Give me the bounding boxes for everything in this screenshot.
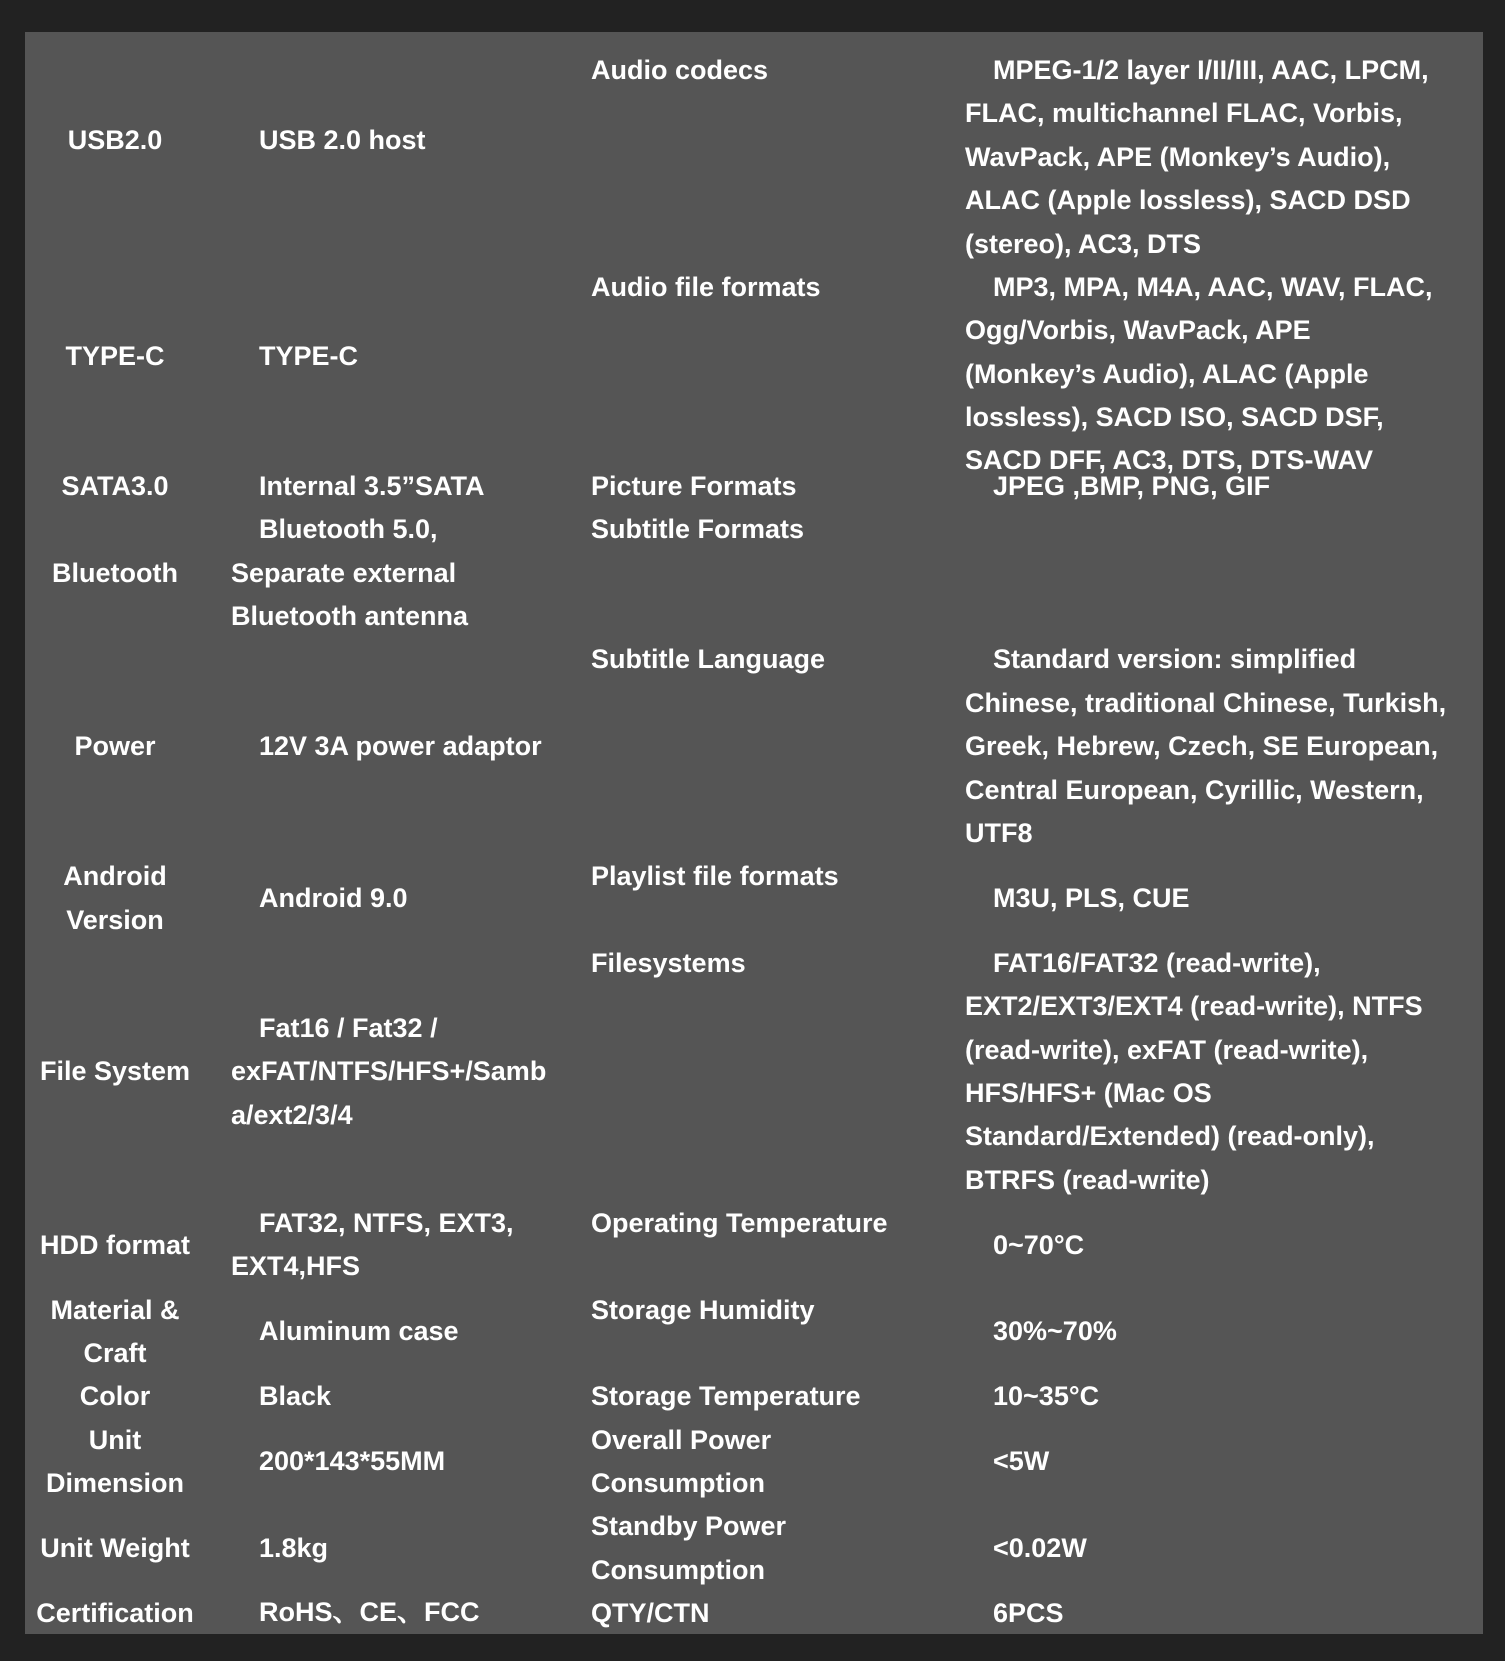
spec-value-audio-formats-line3: (Monkey’s Audio), ALAC (Apple [965, 359, 1369, 389]
spec-value-dimension: 200*143*55MM [259, 1446, 446, 1476]
spec-label-overall-power-line2: Consumption [591, 1468, 765, 1498]
spec-value-filesystem-line3: a/ext2/3/4 [231, 1100, 353, 1130]
spec-label-subtitle-language: Subtitle Language [591, 644, 826, 674]
spec-value-power: 12V 3A power adaptor [259, 731, 542, 761]
spec-label-playlist: Playlist file formats [591, 861, 839, 891]
spec-label-operating-temperature: Operating Temperature [591, 1208, 888, 1238]
spec-value-audio-formats-line2: Ogg/Vorbis, WavPack, APE [965, 315, 1311, 345]
spec-label-weight: Unit Weight [40, 1533, 190, 1563]
spec-label-standby-power-line1: Standby Power [591, 1511, 787, 1541]
spec-value-typec: TYPE-C [259, 341, 359, 371]
spec-value-sata: Internal 3.5”SATA [259, 471, 485, 501]
spec-label-storage-temperature: Storage Temperature [591, 1381, 861, 1411]
spec-value-overall-power: <5W [993, 1446, 1050, 1476]
spec-label-overall-power-line1: Overall Power [591, 1425, 772, 1455]
spec-value-android: Android 9.0 [259, 883, 408, 913]
spec-value-qty: 6PCS [993, 1598, 1064, 1628]
spec-value-audio-codecs-line3: WavPack, APE (Monkey’s Audio), [965, 142, 1391, 172]
spec-value-subtitle-language-line2: Chinese, traditional Chinese, Turkish, [965, 688, 1447, 718]
spec-value-audio-formats-line1: MP3, MPA, M4A, AAC, WAV, FLAC, [993, 272, 1433, 302]
spec-value-bluetooth-line3: Bluetooth antenna [231, 601, 468, 631]
spec-value-subtitle-language-line5: UTF8 [965, 818, 1033, 848]
spec-value-audio-codecs-line4: ALAC (Apple lossless), SACD DSD [965, 185, 1411, 215]
spec-value-audio-formats-line4: lossless), SACD ISO, SACD DSF, [965, 402, 1384, 432]
spec-value-usb: USB 2.0 host [259, 125, 426, 155]
spec-value-audio-codecs-line5: (stereo), AC3, DTS [965, 229, 1202, 259]
spec-label-android-line1: Android [63, 861, 167, 891]
spec-value-audio-codecs-line2: FLAC, multichannel FLAC, Vorbis, [965, 98, 1403, 128]
spec-value-hdd-line2: EXT4,HFS [231, 1251, 361, 1281]
spec-label-audio-codecs: Audio codecs [591, 55, 769, 85]
spec-value-subtitle-language-line1: Standard version: simplified [993, 644, 1357, 674]
spec-value-storage-humidity: 30%~70% [993, 1316, 1117, 1346]
spec-label-picture-formats: Picture Formats [591, 471, 797, 501]
spec-label-certification: Certification [36, 1598, 194, 1628]
spec-label-material-line2: Craft [83, 1338, 147, 1368]
spec-value-certification: RoHS、CE、FCC [259, 1597, 480, 1627]
spec-label-filesystem: File System [39, 1056, 191, 1086]
spec-value-picture-formats: JPEG ,BMP, PNG, GIF [993, 471, 1271, 501]
spec-label-material-line1: Material & [50, 1295, 180, 1325]
spec-label-power: Power [74, 731, 156, 761]
spec-value-color: Black [259, 1381, 332, 1411]
spec-value-filesystems-line3: (read-write), exFAT (read-write), [965, 1035, 1369, 1065]
spec-value-operating-temperature: 0~70°C [993, 1230, 1085, 1260]
spec-value-bluetooth-line1: Bluetooth 5.0, [259, 514, 438, 544]
spec-label-filesystems: Filesystems [591, 948, 746, 978]
spec-value-filesystem-line1: Fat16 / Fat32 / [259, 1013, 438, 1043]
spec-label-android-line2: Version [66, 905, 164, 935]
spec-value-filesystems-line2: EXT2/EXT3/EXT4 (read-write), NTFS [965, 991, 1423, 1021]
spec-label-usb: USB2.0 [67, 125, 163, 155]
spec-label-typec: TYPE-C [65, 341, 165, 371]
spec-value-playlist: M3U, PLS, CUE [993, 883, 1190, 913]
spec-value-standby-power: <0.02W [993, 1533, 1087, 1563]
spec-value-bluetooth-line2: Separate external [231, 558, 457, 588]
spec-value-audio-codecs-line1: MPEG-1/2 layer I/II/III, AAC, LPCM, [993, 55, 1429, 85]
spec-label-storage-humidity: Storage Humidity [591, 1295, 815, 1325]
spec-value-weight: 1.8kg [259, 1533, 329, 1563]
spec-value-subtitle-language-line3: Greek, Hebrew, Czech, SE European, [965, 731, 1439, 761]
spec-label-standby-power-line2: Consumption [591, 1555, 765, 1585]
spec-label-sata: SATA3.0 [61, 471, 169, 501]
spec-label-audio-formats: Audio file formats [591, 272, 821, 302]
spec-value-hdd-line1: FAT32, NTFS, EXT3, [259, 1208, 514, 1238]
spec-value-filesystem-line2: exFAT/NTFS/HFS+/Samb [231, 1056, 547, 1086]
spec-value-filesystems-line5: Standard/Extended) (read-only), [965, 1121, 1375, 1151]
spec-label-qty: QTY/CTN [591, 1598, 710, 1628]
spec-label-dimension-line2: Dimension [45, 1468, 185, 1498]
spec-label-bluetooth: Bluetooth [52, 558, 178, 588]
spec-value-material: Aluminum case [259, 1316, 459, 1346]
spec-value-filesystems-line4: HFS/HFS+ (Mac OS [965, 1078, 1212, 1108]
spec-value-filesystems-line1: FAT16/FAT32 (read-write), [993, 948, 1321, 978]
spec-label-color: Color [79, 1381, 151, 1411]
spec-table [25, 32, 1483, 1634]
spec-value-subtitle-language-line4: Central European, Cyrillic, Western, [965, 775, 1424, 805]
spec-value-filesystems-line6: BTRFS (read-write) [965, 1165, 1210, 1195]
spec-value-storage-temperature: 10~35°C [993, 1381, 1100, 1411]
spec-label-dimension-line1: Unit [88, 1425, 142, 1455]
spec-value-audio-formats-line5: SACD DFF, AC3, DTS, DTS-WAV [965, 445, 1374, 475]
spec-label-hdd: HDD format [39, 1230, 190, 1260]
spec-label-subtitle-formats: Subtitle Formats [591, 514, 805, 544]
